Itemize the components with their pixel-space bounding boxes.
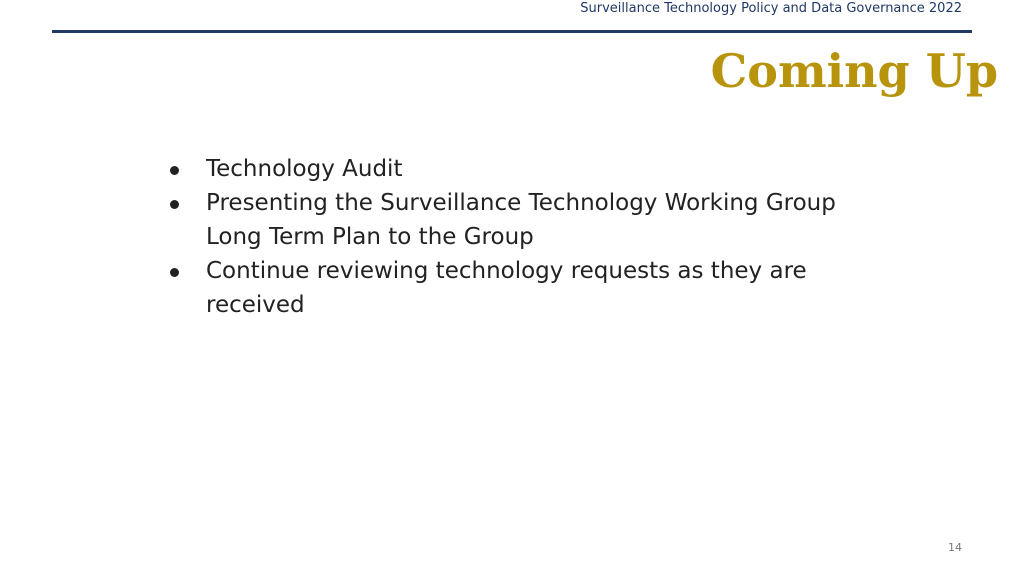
- slide-title: Coming Up: [710, 44, 998, 98]
- header-title: Surveillance Technology Policy and Data Governance 2022: [580, 1, 962, 16]
- bullet-item: [160, 152, 860, 186]
- bullet-list: [160, 152, 860, 322]
- page-number: 14: [948, 541, 962, 554]
- bullet-dot-icon: [170, 200, 179, 209]
- header-divider: [52, 30, 972, 33]
- bullet-text: Presenting the Surveillance Technology Working Group Long Term Plan to the Group: [206, 190, 836, 250]
- bullet-dot-icon: [170, 166, 179, 175]
- bullet-item: [160, 186, 860, 254]
- bullet-dot-icon: [170, 268, 179, 277]
- bullet-item: [160, 254, 860, 322]
- bullet-text: Continue reviewing technology requests as they are received: [206, 258, 807, 318]
- bullet-text: Technology Audit: [206, 156, 403, 182]
